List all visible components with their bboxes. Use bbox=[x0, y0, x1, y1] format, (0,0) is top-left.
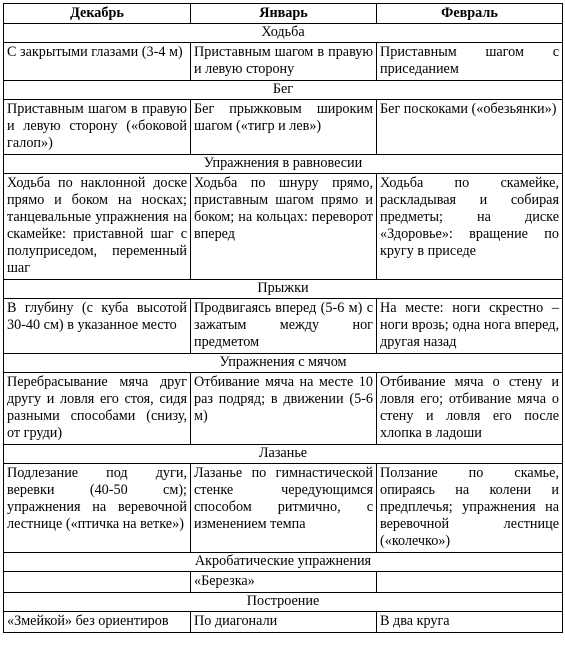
section-row bbox=[4, 24, 563, 43]
cell-january: «Березка» bbox=[191, 572, 377, 593]
cell-december: Перебрасывание мяча друг другу и ловля его стоя, сидя разными способами (снизу, от груди) bbox=[4, 373, 191, 445]
cell-january: Лазанье по гимнастической стенке чередующимся способом ритмично, с изменением темпа bbox=[191, 464, 377, 553]
table-row bbox=[4, 174, 563, 280]
table-row bbox=[4, 572, 563, 593]
cell-december: Приставным шагом в правую и левую сторону («боковой галоп») bbox=[4, 100, 191, 155]
cell-december: В глубину (с куба высотой 30-40 см) в указанное место bbox=[4, 299, 191, 354]
cell-january: Продвигаясь вперед (5-6 м) с зажатым между ног предметом bbox=[191, 299, 377, 354]
header-january: Январь bbox=[191, 4, 377, 24]
cell-february: Ползание по скамье, опираясь на колени и предплечья; упражнения на веревочной лестнице («колечко») bbox=[377, 464, 563, 553]
cell-february: В два круга bbox=[377, 612, 563, 633]
cell-january: Приставным шагом в правую и левую сторону bbox=[191, 43, 377, 81]
section-title-ball: Упражнения с мячом bbox=[4, 354, 563, 373]
section-title-jumps: Прыжки bbox=[4, 280, 563, 299]
header-december: Декабрь bbox=[4, 4, 191, 24]
section-row bbox=[4, 553, 563, 572]
section-row bbox=[4, 445, 563, 464]
cell-february: Бег поскоками («обезьянки») bbox=[377, 100, 563, 155]
header-row bbox=[4, 4, 563, 24]
table-row bbox=[4, 299, 563, 354]
table-row bbox=[4, 373, 563, 445]
section-title-climbing: Лазанье bbox=[4, 445, 563, 464]
section-title-running: Бег bbox=[4, 81, 563, 100]
cell-january: Отбивание мяча на месте 10 раз подряд; в движении (5-6 м) bbox=[191, 373, 377, 445]
cell-february: Отбивание мяча о стену и ловля его; отбивание мяча о стену и ловля его после хлопка в ладоши bbox=[377, 373, 563, 445]
cell-december bbox=[4, 572, 191, 593]
header-february: Февраль bbox=[377, 4, 563, 24]
cell-january: Бег прыжковым широким шагом («тигр и лев») bbox=[191, 100, 377, 155]
section-title-acrobatics: Акробатические упражнения bbox=[4, 553, 563, 572]
section-row bbox=[4, 593, 563, 612]
section-row bbox=[4, 81, 563, 100]
cell-december: Подлезание под дуги, веревки (40-50 см); упражнения на веревочной лестнице («птичка на ветке») bbox=[4, 464, 191, 553]
table-row bbox=[4, 612, 563, 633]
cell-february: Приставным шагом с приседанием bbox=[377, 43, 563, 81]
exercise-plan-table bbox=[3, 3, 563, 633]
section-row bbox=[4, 280, 563, 299]
table-row bbox=[4, 464, 563, 553]
cell-february: Ходьба по скамейке, раскладывая и собирая предметы; на диске «Здоровье»: вращение по кругу в приседе bbox=[377, 174, 563, 280]
table-row bbox=[4, 43, 563, 81]
cell-january: Ходьба по шнуру прямо, приставным шагом прямо и боком; на кольцах: переворот вперед bbox=[191, 174, 377, 280]
section-row bbox=[4, 354, 563, 373]
section-row bbox=[4, 155, 563, 174]
section-title-formation: Построение bbox=[4, 593, 563, 612]
table-row bbox=[4, 100, 563, 155]
cell-january: По диагонали bbox=[191, 612, 377, 633]
cell-december: С закрытыми глазами (3-4 м) bbox=[4, 43, 191, 81]
cell-february: На месте: ноги скрестно – ноги врозь; одна нога вперед, другая назад bbox=[377, 299, 563, 354]
cell-december: Ходьба по наклонной доске прямо и боком на носках; танцевальные упражнения на скамейке: приставной шаг с полуприседом, переменный шаг bbox=[4, 174, 191, 280]
section-title-walking: Ходьба bbox=[4, 24, 563, 43]
cell-february bbox=[377, 572, 563, 593]
section-title-balance: Упражнения в равновесии bbox=[4, 155, 563, 174]
cell-december: «Змейкой» без ориентиров bbox=[4, 612, 191, 633]
